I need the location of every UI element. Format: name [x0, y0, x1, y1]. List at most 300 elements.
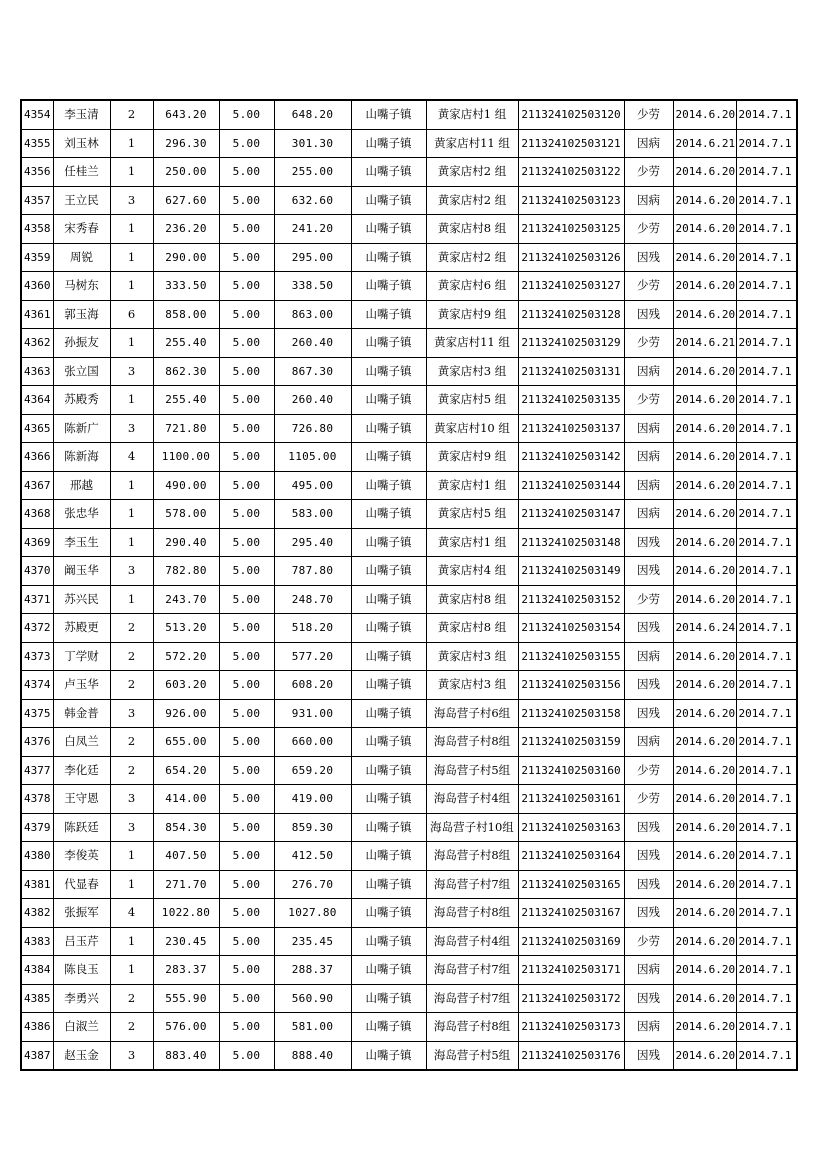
start-date-cell: 2014.6.20: [673, 642, 736, 671]
total-cell: 660.00: [274, 728, 351, 757]
reason-cell: 少劳: [624, 215, 673, 244]
village-cell: 黄家店村6 组: [426, 272, 518, 301]
total-cell: 859.30: [274, 813, 351, 842]
table-row: [21, 756, 797, 785]
end-date-cell: 2014.7.1: [736, 243, 797, 272]
increase-cell: 5.00: [219, 300, 274, 329]
start-date-cell: 2014.6.20: [673, 585, 736, 614]
town-cell: 山嘴子镇: [351, 100, 426, 129]
increase-cell: 5.00: [219, 728, 274, 757]
household-size-cell: 1: [110, 585, 153, 614]
town-cell: 山嘴子镇: [351, 471, 426, 500]
id-number-cell: 211324102503156: [518, 671, 624, 700]
increase-cell: 5.00: [219, 1013, 274, 1042]
household-size-cell: 1: [110, 243, 153, 272]
table-row: [21, 785, 797, 814]
id-number-cell: 211324102503144: [518, 471, 624, 500]
town-cell: 山嘴子镇: [351, 158, 426, 187]
name-cell: 周锐: [53, 243, 110, 272]
amount-cell: 271.70: [153, 870, 219, 899]
table-row: [21, 728, 797, 757]
reason-cell: 因残: [624, 813, 673, 842]
start-date-cell: 2014.6.20: [673, 1013, 736, 1042]
end-date-cell: 2014.7.1: [736, 158, 797, 187]
town-cell: 山嘴子镇: [351, 899, 426, 928]
town-cell: 山嘴子镇: [351, 500, 426, 529]
name-cell: 李化廷: [53, 756, 110, 785]
name-cell: 刘玉林: [53, 129, 110, 158]
seq-number-cell: 4368: [21, 500, 53, 529]
increase-cell: 5.00: [219, 158, 274, 187]
start-date-cell: 2014.6.20: [673, 671, 736, 700]
id-number-cell: 211324102503155: [518, 642, 624, 671]
total-cell: 518.20: [274, 614, 351, 643]
reason-cell: 少劳: [624, 329, 673, 358]
increase-cell: 5.00: [219, 642, 274, 671]
table-row: [21, 186, 797, 215]
name-cell: 王守恩: [53, 785, 110, 814]
village-cell: 海岛营子村5组: [426, 1041, 518, 1070]
amount-cell: 414.00: [153, 785, 219, 814]
village-cell: 黄家店村11 组: [426, 329, 518, 358]
village-cell: 海岛营子村7组: [426, 984, 518, 1013]
reason-cell: 因病: [624, 728, 673, 757]
table-row: [21, 386, 797, 415]
start-date-cell: 2014.6.20: [673, 813, 736, 842]
table-row: [21, 642, 797, 671]
town-cell: 山嘴子镇: [351, 956, 426, 985]
household-size-cell: 3: [110, 785, 153, 814]
amount-cell: 513.20: [153, 614, 219, 643]
end-date-cell: 2014.7.1: [736, 272, 797, 301]
town-cell: 山嘴子镇: [351, 243, 426, 272]
amount-cell: 407.50: [153, 842, 219, 871]
table-row: [21, 500, 797, 529]
total-cell: 931.00: [274, 699, 351, 728]
seq-number-cell: 4354: [21, 100, 53, 129]
start-date-cell: 2014.6.20: [673, 785, 736, 814]
start-date-cell: 2014.6.20: [673, 842, 736, 871]
id-number-cell: 211324102503169: [518, 927, 624, 956]
household-size-cell: 2: [110, 756, 153, 785]
name-cell: 丁学财: [53, 642, 110, 671]
data-table: [20, 99, 798, 1071]
name-cell: 王立民: [53, 186, 110, 215]
seq-number-cell: 4361: [21, 300, 53, 329]
seq-number-cell: 4370: [21, 557, 53, 586]
increase-cell: 5.00: [219, 528, 274, 557]
increase-cell: 5.00: [219, 100, 274, 129]
increase-cell: 5.00: [219, 785, 274, 814]
end-date-cell: 2014.7.1: [736, 329, 797, 358]
id-number-cell: 211324102503159: [518, 728, 624, 757]
end-date-cell: 2014.7.1: [736, 129, 797, 158]
village-cell: 海岛营子村6组: [426, 699, 518, 728]
town-cell: 山嘴子镇: [351, 129, 426, 158]
amount-cell: 854.30: [153, 813, 219, 842]
id-number-cell: 211324102503171: [518, 956, 624, 985]
name-cell: 李勇兴: [53, 984, 110, 1013]
household-size-cell: 2: [110, 100, 153, 129]
end-date-cell: 2014.7.1: [736, 414, 797, 443]
id-number-cell: 211324102503167: [518, 899, 624, 928]
village-cell: 海岛营子村5组: [426, 756, 518, 785]
amount-cell: 926.00: [153, 699, 219, 728]
id-number-cell: 211324102503137: [518, 414, 624, 443]
amount-cell: 333.50: [153, 272, 219, 301]
start-date-cell: 2014.6.20: [673, 357, 736, 386]
town-cell: 山嘴子镇: [351, 329, 426, 358]
total-cell: 787.80: [274, 557, 351, 586]
total-cell: 863.00: [274, 300, 351, 329]
table-row: [21, 614, 797, 643]
household-size-cell: 1: [110, 215, 153, 244]
id-number-cell: 211324102503158: [518, 699, 624, 728]
start-date-cell: 2014.6.20: [673, 386, 736, 415]
increase-cell: 5.00: [219, 186, 274, 215]
table-row: [21, 471, 797, 500]
id-number-cell: 211324102503176: [518, 1041, 624, 1070]
household-size-cell: 1: [110, 927, 153, 956]
reason-cell: 少劳: [624, 386, 673, 415]
household-size-cell: 1: [110, 500, 153, 529]
name-cell: 苏兴民: [53, 585, 110, 614]
total-cell: 295.40: [274, 528, 351, 557]
name-cell: 赵玉金: [53, 1041, 110, 1070]
amount-cell: 236.20: [153, 215, 219, 244]
reason-cell: 因残: [624, 842, 673, 871]
town-cell: 山嘴子镇: [351, 186, 426, 215]
end-date-cell: 2014.7.1: [736, 471, 797, 500]
id-number-cell: 211324102503123: [518, 186, 624, 215]
village-cell: 黄家店村10 组: [426, 414, 518, 443]
seq-number-cell: 4359: [21, 243, 53, 272]
name-cell: 陈跃廷: [53, 813, 110, 842]
total-cell: 241.20: [274, 215, 351, 244]
increase-cell: 5.00: [219, 272, 274, 301]
household-size-cell: 1: [110, 956, 153, 985]
amount-cell: 250.00: [153, 158, 219, 187]
end-date-cell: 2014.7.1: [736, 956, 797, 985]
total-cell: 1105.00: [274, 443, 351, 472]
town-cell: 山嘴子镇: [351, 528, 426, 557]
town-cell: 山嘴子镇: [351, 1041, 426, 1070]
seq-number-cell: 4360: [21, 272, 53, 301]
increase-cell: 5.00: [219, 386, 274, 415]
start-date-cell: 2014.6.20: [673, 557, 736, 586]
table-row: [21, 443, 797, 472]
id-number-cell: 211324102503152: [518, 585, 624, 614]
name-cell: 张立国: [53, 357, 110, 386]
start-date-cell: 2014.6.20: [673, 158, 736, 187]
seq-number-cell: 4356: [21, 158, 53, 187]
name-cell: 任桂兰: [53, 158, 110, 187]
amount-cell: 490.00: [153, 471, 219, 500]
name-cell: 韩金普: [53, 699, 110, 728]
id-number-cell: 211324102503120: [518, 100, 624, 129]
seq-number-cell: 4371: [21, 585, 53, 614]
table-body: [21, 100, 797, 1070]
amount-cell: 654.20: [153, 756, 219, 785]
end-date-cell: 2014.7.1: [736, 842, 797, 871]
seq-number-cell: 4372: [21, 614, 53, 643]
end-date-cell: 2014.7.1: [736, 756, 797, 785]
seq-number-cell: 4384: [21, 956, 53, 985]
total-cell: 288.37: [274, 956, 351, 985]
village-cell: 黄家店村3 组: [426, 671, 518, 700]
household-size-cell: 6: [110, 300, 153, 329]
village-cell: 黄家店村1 组: [426, 100, 518, 129]
id-number-cell: 211324102503135: [518, 386, 624, 415]
name-cell: 邢越: [53, 471, 110, 500]
town-cell: 山嘴子镇: [351, 585, 426, 614]
reason-cell: 因病: [624, 129, 673, 158]
village-cell: 黄家店村1 组: [426, 528, 518, 557]
total-cell: 276.70: [274, 870, 351, 899]
amount-cell: 578.00: [153, 500, 219, 529]
table-row: [21, 557, 797, 586]
town-cell: 山嘴子镇: [351, 728, 426, 757]
town-cell: 山嘴子镇: [351, 756, 426, 785]
reason-cell: 因病: [624, 357, 673, 386]
seq-number-cell: 4373: [21, 642, 53, 671]
table-row: [21, 243, 797, 272]
town-cell: 山嘴子镇: [351, 443, 426, 472]
end-date-cell: 2014.7.1: [736, 557, 797, 586]
id-number-cell: 211324102503122: [518, 158, 624, 187]
town-cell: 山嘴子镇: [351, 927, 426, 956]
village-cell: 海岛营子村7组: [426, 870, 518, 899]
table-row: [21, 927, 797, 956]
reason-cell: 因残: [624, 870, 673, 899]
id-number-cell: 211324102503147: [518, 500, 624, 529]
end-date-cell: 2014.7.1: [736, 500, 797, 529]
seq-number-cell: 4365: [21, 414, 53, 443]
seq-number-cell: 4386: [21, 1013, 53, 1042]
table-row: [21, 300, 797, 329]
end-date-cell: 2014.7.1: [736, 443, 797, 472]
household-size-cell: 2: [110, 642, 153, 671]
town-cell: 山嘴子镇: [351, 1013, 426, 1042]
table-row: [21, 129, 797, 158]
name-cell: 苏殿更: [53, 614, 110, 643]
reason-cell: 因残: [624, 243, 673, 272]
name-cell: 宋秀春: [53, 215, 110, 244]
start-date-cell: 2014.6.20: [673, 699, 736, 728]
seq-number-cell: 4355: [21, 129, 53, 158]
seq-number-cell: 4381: [21, 870, 53, 899]
id-number-cell: 211324102503172: [518, 984, 624, 1013]
increase-cell: 5.00: [219, 357, 274, 386]
end-date-cell: 2014.7.1: [736, 671, 797, 700]
end-date-cell: 2014.7.1: [736, 642, 797, 671]
total-cell: 608.20: [274, 671, 351, 700]
table-row: [21, 100, 797, 129]
seq-number-cell: 4378: [21, 785, 53, 814]
village-cell: 黄家店村3 组: [426, 357, 518, 386]
village-cell: 黄家店村4 组: [426, 557, 518, 586]
end-date-cell: 2014.7.1: [736, 1041, 797, 1070]
household-size-cell: 1: [110, 386, 153, 415]
reason-cell: 少劳: [624, 272, 673, 301]
increase-cell: 5.00: [219, 215, 274, 244]
start-date-cell: 2014.6.20: [673, 984, 736, 1013]
total-cell: 581.00: [274, 1013, 351, 1042]
increase-cell: 5.00: [219, 842, 274, 871]
total-cell: 1027.80: [274, 899, 351, 928]
town-cell: 山嘴子镇: [351, 984, 426, 1013]
total-cell: 632.60: [274, 186, 351, 215]
increase-cell: 5.00: [219, 471, 274, 500]
increase-cell: 5.00: [219, 899, 274, 928]
name-cell: 苏殿秀: [53, 386, 110, 415]
id-number-cell: 211324102503128: [518, 300, 624, 329]
table-row: [21, 414, 797, 443]
increase-cell: 5.00: [219, 927, 274, 956]
increase-cell: 5.00: [219, 443, 274, 472]
amount-cell: 627.60: [153, 186, 219, 215]
household-size-cell: 2: [110, 614, 153, 643]
total-cell: 583.00: [274, 500, 351, 529]
town-cell: 山嘴子镇: [351, 785, 426, 814]
start-date-cell: 2014.6.21: [673, 329, 736, 358]
name-cell: 吕玉芹: [53, 927, 110, 956]
increase-cell: 5.00: [219, 956, 274, 985]
town-cell: 山嘴子镇: [351, 813, 426, 842]
id-number-cell: 211324102503129: [518, 329, 624, 358]
table-row: [21, 813, 797, 842]
table-row: [21, 671, 797, 700]
household-size-cell: 1: [110, 329, 153, 358]
end-date-cell: 2014.7.1: [736, 728, 797, 757]
increase-cell: 5.00: [219, 329, 274, 358]
reason-cell: 少劳: [624, 785, 673, 814]
total-cell: 560.90: [274, 984, 351, 1013]
total-cell: 260.40: [274, 329, 351, 358]
start-date-cell: 2014.6.20: [673, 186, 736, 215]
id-number-cell: 211324102503127: [518, 272, 624, 301]
seq-number-cell: 4364: [21, 386, 53, 415]
name-cell: 白淑兰: [53, 1013, 110, 1042]
table-row: [21, 1041, 797, 1070]
town-cell: 山嘴子镇: [351, 671, 426, 700]
total-cell: 648.20: [274, 100, 351, 129]
name-cell: 李俊英: [53, 842, 110, 871]
village-cell: 黄家店村2 组: [426, 158, 518, 187]
reason-cell: 因残: [624, 557, 673, 586]
table-row: [21, 1013, 797, 1042]
id-number-cell: 211324102503142: [518, 443, 624, 472]
name-cell: 陈新海: [53, 443, 110, 472]
start-date-cell: 2014.6.24: [673, 614, 736, 643]
increase-cell: 5.00: [219, 984, 274, 1013]
village-cell: 海岛营子村7组: [426, 956, 518, 985]
total-cell: 888.40: [274, 1041, 351, 1070]
id-number-cell: 211324102503160: [518, 756, 624, 785]
household-size-cell: 4: [110, 899, 153, 928]
table-row: [21, 699, 797, 728]
amount-cell: 576.00: [153, 1013, 219, 1042]
village-cell: 海岛营子村8组: [426, 728, 518, 757]
reason-cell: 因病: [624, 471, 673, 500]
seq-number-cell: 4387: [21, 1041, 53, 1070]
start-date-cell: 2014.6.21: [673, 129, 736, 158]
end-date-cell: 2014.7.1: [736, 1013, 797, 1042]
amount-cell: 858.00: [153, 300, 219, 329]
village-cell: 黄家店村8 组: [426, 215, 518, 244]
total-cell: 260.40: [274, 386, 351, 415]
id-number-cell: 211324102503164: [518, 842, 624, 871]
end-date-cell: 2014.7.1: [736, 585, 797, 614]
name-cell: 代显春: [53, 870, 110, 899]
total-cell: 338.50: [274, 272, 351, 301]
household-size-cell: 2: [110, 984, 153, 1013]
seq-number-cell: 4369: [21, 528, 53, 557]
seq-number-cell: 4382: [21, 899, 53, 928]
end-date-cell: 2014.7.1: [736, 386, 797, 415]
town-cell: 山嘴子镇: [351, 614, 426, 643]
amount-cell: 782.80: [153, 557, 219, 586]
village-cell: 黄家店村11 组: [426, 129, 518, 158]
village-cell: 黄家店村9 组: [426, 300, 518, 329]
seq-number-cell: 4357: [21, 186, 53, 215]
start-date-cell: 2014.6.20: [673, 243, 736, 272]
increase-cell: 5.00: [219, 671, 274, 700]
reason-cell: 因病: [624, 1013, 673, 1042]
start-date-cell: 2014.6.20: [673, 528, 736, 557]
reason-cell: 少劳: [624, 100, 673, 129]
start-date-cell: 2014.6.20: [673, 899, 736, 928]
end-date-cell: 2014.7.1: [736, 100, 797, 129]
id-number-cell: 211324102503149: [518, 557, 624, 586]
seq-number-cell: 4366: [21, 443, 53, 472]
reason-cell: 少劳: [624, 756, 673, 785]
amount-cell: 255.40: [153, 386, 219, 415]
amount-cell: 655.00: [153, 728, 219, 757]
reason-cell: 因残: [624, 1041, 673, 1070]
total-cell: 295.00: [274, 243, 351, 272]
end-date-cell: 2014.7.1: [736, 927, 797, 956]
town-cell: 山嘴子镇: [351, 870, 426, 899]
start-date-cell: 2014.6.20: [673, 1041, 736, 1070]
household-size-cell: 1: [110, 471, 153, 500]
reason-cell: 因残: [624, 899, 673, 928]
name-cell: 李玉清: [53, 100, 110, 129]
village-cell: 黄家店村9 组: [426, 443, 518, 472]
amount-cell: 883.40: [153, 1041, 219, 1070]
village-cell: 海岛营子村10组: [426, 813, 518, 842]
increase-cell: 5.00: [219, 500, 274, 529]
name-cell: 阚玉华: [53, 557, 110, 586]
seq-number-cell: 4375: [21, 699, 53, 728]
village-cell: 黄家店村2 组: [426, 186, 518, 215]
reason-cell: 因病: [624, 186, 673, 215]
id-number-cell: 211324102503126: [518, 243, 624, 272]
name-cell: 郭玉海: [53, 300, 110, 329]
village-cell: 海岛营子村8组: [426, 842, 518, 871]
reason-cell: 因病: [624, 956, 673, 985]
amount-cell: 255.40: [153, 329, 219, 358]
end-date-cell: 2014.7.1: [736, 699, 797, 728]
household-size-cell: 3: [110, 699, 153, 728]
reason-cell: 少劳: [624, 585, 673, 614]
id-number-cell: 211324102503121: [518, 129, 624, 158]
amount-cell: 296.30: [153, 129, 219, 158]
amount-cell: 230.45: [153, 927, 219, 956]
total-cell: 659.20: [274, 756, 351, 785]
seq-number-cell: 4383: [21, 927, 53, 956]
reason-cell: 少劳: [624, 158, 673, 187]
